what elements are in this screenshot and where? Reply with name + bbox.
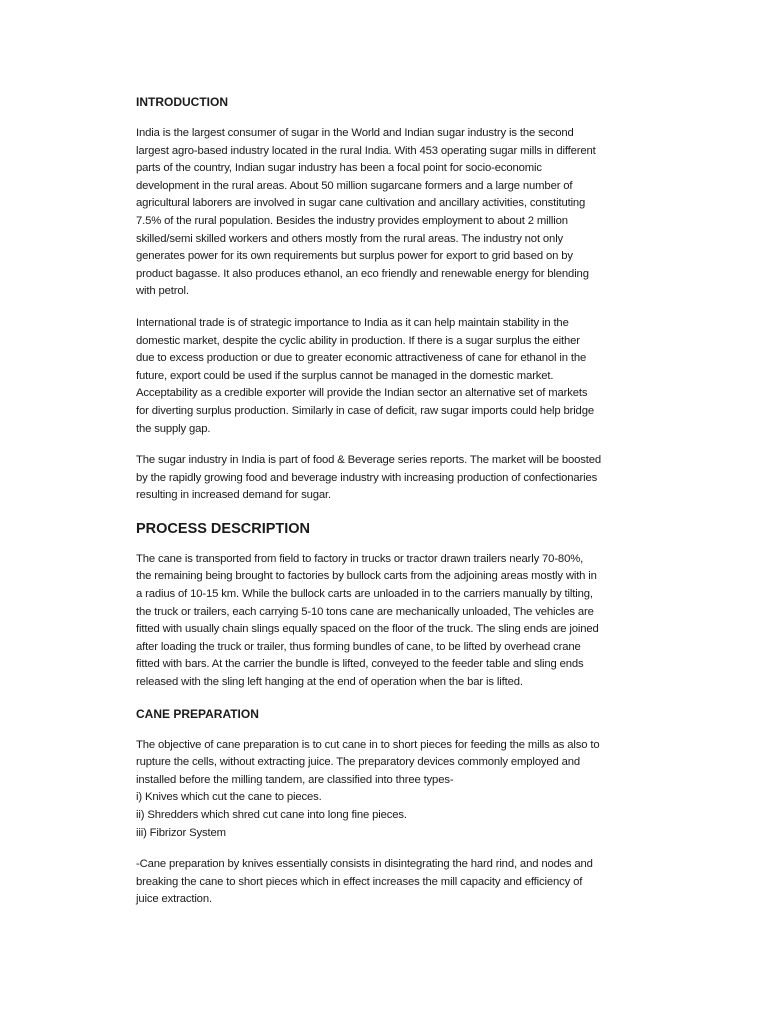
text-line: parts of the country, Indian sugar industry has been a focal point for socio-economic [136, 162, 542, 175]
text-line: juice extraction. [136, 893, 212, 906]
text-line: domestic market, despite the cyclic ability in production. If there is a sugar surplus the either [136, 334, 580, 347]
cane-preparation-paragraph-2 [136, 856, 680, 909]
text-line: development in the rural areas. About 50 million sugarcane formers and a large number of [136, 179, 573, 192]
text-line: for diverting surplus production. Similarly in case of deficit, raw sugar imports could help bridge [136, 404, 594, 417]
text-line: rupture the cells, without extracting juice. The preparatory devices commonly employed and [136, 756, 581, 769]
text-line: installed before the milling tandem, are classified into three types- [136, 773, 454, 786]
text-line: 7.5% of the rural population. Besides the industry provides employment to about 2 million [136, 214, 568, 227]
text-line: with petrol. [136, 285, 189, 298]
text-line: The objective of cane preparation is to cut cane in to short pieces for feeding the mills as also to [136, 738, 600, 751]
text-line: fitted with usually chain slings equally spaced on the floor of the truck. The sling ends are joined [136, 623, 599, 636]
cane-preparation-heading: CANE PREPARATION [136, 706, 259, 721]
text-line: generates power for its own requirements but surplus power for export to grid based on by [136, 250, 573, 263]
process-paragraph-1 [136, 551, 680, 692]
text-line: skilled/semi skilled workers and others mostly from the rural areas. The industry not only [136, 232, 564, 245]
text-line: resulting in increased demand for sugar. [136, 489, 331, 502]
intro-paragraph-2 [136, 315, 680, 438]
text-line: by the rapidly growing food and beverage industry with increasing production of confectionaries [136, 471, 598, 484]
text-line: The sugar industry in India is part of food & Beverage series reports. The market will be boosted [136, 454, 601, 467]
text-line: after loading the truck or trailer, thus forming bundles of cane, to be lifted by overhead crane [136, 640, 581, 653]
document-page [136, 94, 680, 923]
text-line: future, export could be used if the surplus cannot be managed in the domestic market. [136, 369, 554, 382]
intro-paragraph-1 [136, 125, 680, 301]
list-item: ii) Shredders which shred cut cane into long fine pieces. [136, 809, 407, 821]
text-line: The cane is transported from field to factory in trucks or tractor drawn trailers nearly 70-80%, [136, 552, 584, 565]
text-line: a radius of 10-15 km. While the bullock carts are unloaded in to the carriers manually by tilting, [136, 588, 593, 601]
text-line: the supply gap. [136, 422, 211, 435]
text-line: fitted with bars. At the carrier the bundle is lifted, conveyed to the feeder table and sling ends [136, 658, 584, 671]
text-line: product bagasse. It also produces ethanol, an eco friendly and renewable energy for blending [136, 267, 589, 280]
process-description-heading: PROCESS DESCRIPTION [136, 520, 311, 537]
text-line: largest agro-based industry located in the rural India. With 453 operating sugar mills in different [136, 144, 596, 157]
cane-preparation-paragraph-1 [136, 737, 680, 843]
text-line: -Cane preparation by knives essentially consists in disintegrating the hard rind, and nodes and [136, 858, 593, 871]
intro-paragraph-3 [136, 452, 680, 505]
text-line: International trade is of strategic importance to India as it can help maintain stability in the [136, 316, 569, 329]
text-line: India is the largest consumer of sugar in the World and Indian sugar industry is the second [136, 127, 574, 139]
text-line: the remaining being brought to factories by bullock carts from the adjoining areas mostly with in [136, 570, 597, 583]
text-line: Acceptability as a credible exporter will provide the Indian sector an alternative set of markets [136, 387, 588, 400]
introduction-heading: INTRODUCTION [136, 95, 228, 109]
list-item: i) Knives which cut the cane to pieces. [136, 791, 322, 804]
text-line: due to excess production or due to greater economic attractiveness of cane for ethanol in the [136, 352, 587, 365]
list-item: iii) Fibrizor System [136, 826, 226, 839]
text-line: breaking the cane to short pieces which in effect increases the mill capacity and efficiency of [136, 875, 583, 888]
text-line: the truck or trailers, each carrying 5-10 tons cane are mechanically unloaded, The vehicles are [136, 605, 594, 618]
text-line: agricultural laborers are involved in sugar cane cultivation and ancillary activities, constituting [136, 197, 586, 210]
text-line: released with the sling left hanging at the end of operation when the bar is lifted. [136, 676, 523, 689]
